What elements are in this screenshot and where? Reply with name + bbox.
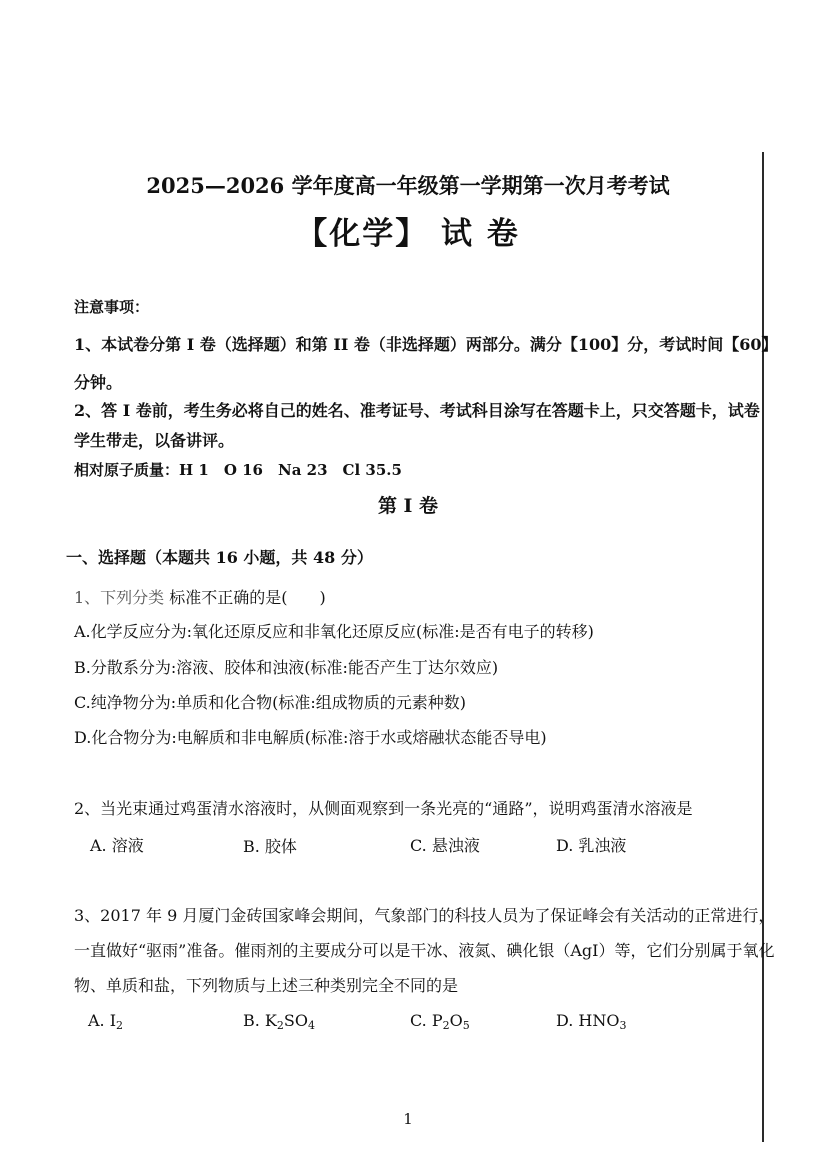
question-1-option-c: C.纯净物分为:单质和化合物(标准:组成物质的元素种数) — [74, 693, 467, 712]
question-1-text: 标准不正确的是( ) — [164, 588, 326, 607]
question-3-stem-line-1: 3、2017 年 9 月厦门金砖国家峰会期间，气象部门的科技人员为了保证峰会有关活动的正常进行， — [74, 906, 775, 925]
question-3-option-b: B. $K_2SO_4$ — [243, 1011, 315, 1032]
question-2-option-a: A. 溶液 — [90, 836, 144, 855]
note-item-2-line-2: 学生带走，以备讲评。 — [74, 431, 235, 450]
question-2-option-d: D. 乳浊液 — [556, 836, 627, 855]
question-3-stem-line-3: 物、单质和盐，下列物质与上述三种类别完全不同的是 — [74, 976, 459, 995]
note-item-1-line-1: 1、本试卷分第 I 卷（选择题）和第 II 卷（非选择题）两部分。满分【100】分，考试时间【60】 — [74, 335, 778, 354]
question-2-option-c: C. 悬浊液 — [410, 836, 480, 855]
note-item-1-line-2: 分钟。 — [74, 373, 123, 392]
question-1-lead: 1、下列分类 — [74, 588, 165, 607]
question-2-option-b: B. 胶体 — [243, 837, 297, 856]
note-item-2-line-1: 2、答 I 卷前，考生务必将自己的姓名、准考证号、考试科目涂写在答题卡上，只交答题卡，试卷 — [74, 401, 760, 420]
question-1-option-b: B.分散系分为:溶液、胶体和浊液(标准:能否产生丁达尔效应) — [74, 658, 499, 677]
question-1-option-a: A.化学反应分为:氧化还原反应和非氧化还原反应(标准:是否有电子的转移) — [74, 622, 594, 641]
page-edge-rule — [762, 152, 764, 1142]
section-title: 第 I 卷 — [377, 495, 439, 517]
atomic-mass-line: 相对原子质量：H 1 O 16 Na 23 Cl 35.5 — [74, 461, 402, 479]
part-heading: 一、选择题（本题共 16 小题，共 48 分） — [66, 548, 373, 567]
question-3-option-c: C. $P_2O_5$ — [410, 1011, 470, 1032]
question-3-option-a: A. $I_2$ — [88, 1011, 124, 1032]
page-number: 1 — [403, 1110, 413, 1128]
notes-heading: 注意事项： — [74, 298, 150, 316]
question-3-stem-line-2: 一直做好“驱雨”准备。催雨剂的主要成分可以是干冰、液氮、碘化银（AgI）等，它们分别属于氧化 — [74, 941, 775, 960]
question-2-stem: 2、当光束通过鸡蛋清水溶液时，从侧面观察到一条光亮的“通路”，说明鸡蛋清水溶液是 — [74, 799, 693, 818]
question-3-option-d: D. $HNO_3$ — [556, 1011, 627, 1032]
exam-title: 2025—2026 学年度高一年级第一学期第一次月考考试 — [146, 173, 670, 198]
question-1-stem — [74, 585, 326, 608]
question-1-option-d: D.化合物分为:电解质和非电解质(标准:溶于水或熔融状态能否导电) — [74, 728, 547, 747]
exam-subtitle: 【化学】 试 卷 — [296, 216, 520, 252]
